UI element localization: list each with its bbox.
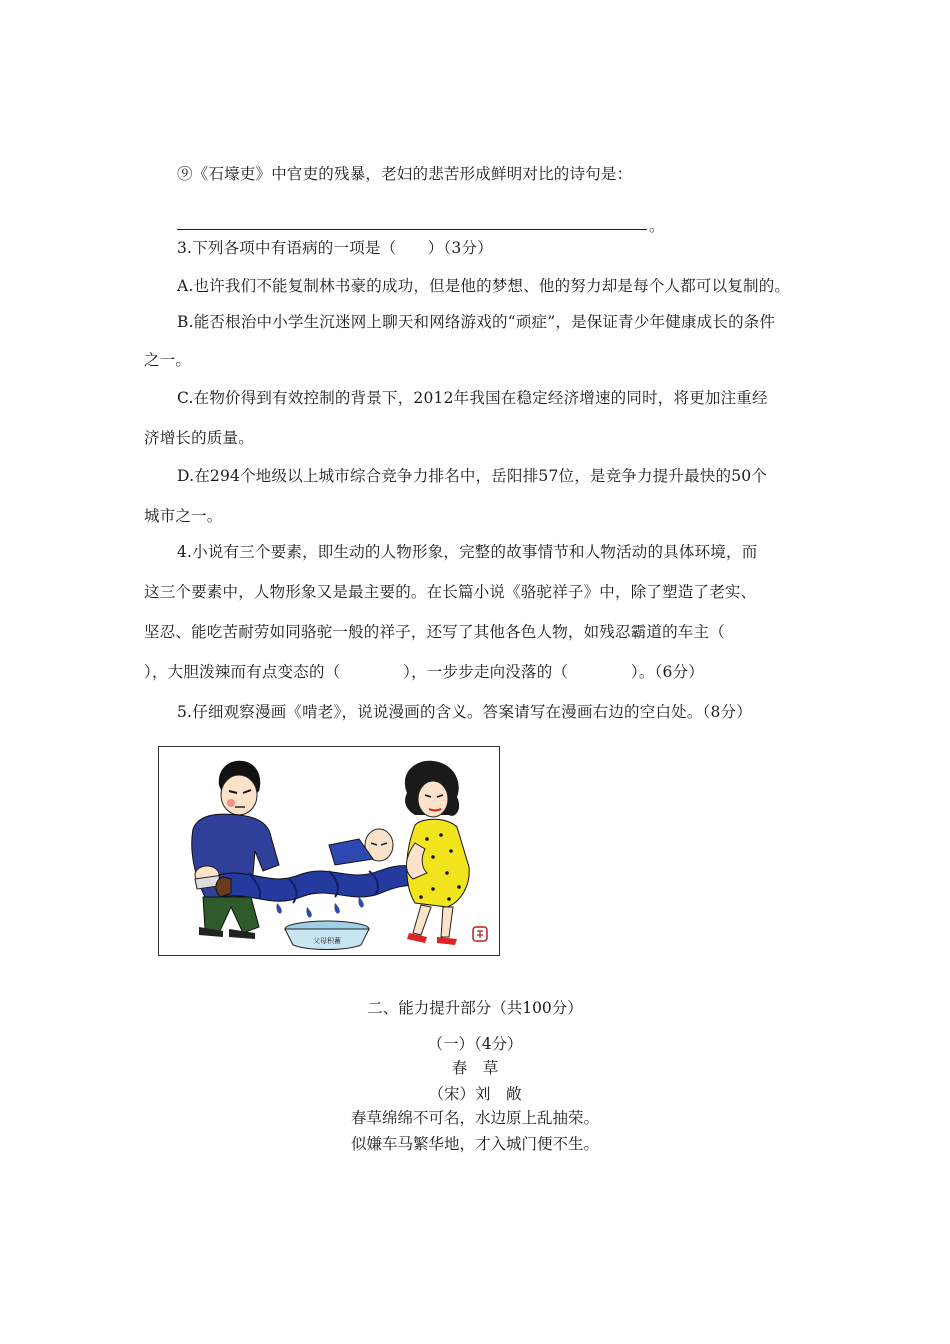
- question-3-option-d-line1: D.在294个地级以上城市综合竞争力排名中，岳阳排57位，是竞争力提升最快的50个: [177, 467, 768, 485]
- question-2-item-9: ⑨《石壕吏》中官吏的残暴，老妇的悲苦形成鲜明对比的诗句是：: [177, 165, 633, 183]
- question-4-line2: 这三个要素中，人物形象又是最主要的。在长篇小说《骆驼祥子》中，除了塑造了老实、: [144, 583, 757, 601]
- basin-label: 父母积蓄: [313, 938, 341, 945]
- question-4-line1: 4.小说有三个要素，即生动的人物形象，完整的故事情节和人物活动的具体环境，而: [177, 543, 758, 561]
- cartoon-man: [192, 761, 279, 939]
- cartoon-artist-seal: [473, 927, 487, 941]
- question-3-option-b-line1: B.能否根治中小学生沉迷网上聊天和网络游戏的“顽症”，是保证青少年健康成长的条件: [177, 313, 776, 331]
- question-3-option-c-line1: C.在物价得到有效控制的背景下，2012年我国在稳定经济增速的同时，将更加注重经: [177, 389, 768, 407]
- poem-line-2: 似嫌车马繁华地，才入城门便不生。: [350, 1135, 599, 1153]
- question-3-stem: 3.下列各项中有语病的一项是（ ）（3分）: [177, 239, 493, 257]
- question-3-option-b-line2: 之一。: [144, 351, 192, 369]
- question-3-option-c-line2: 济增长的质量。: [144, 429, 254, 447]
- poem-author: （宋）刘 敞: [428, 1085, 522, 1103]
- question-5-stem: 5.仔细观察漫画《啃老》，说说漫画的含义。答案请写在漫画右边的空白处。（8分）: [177, 703, 752, 721]
- question-4-line3: 坚忍、能吃苦耐劳如同骆驼一般的祥子，还写了其他各色人物，如残忍霸道的车主（: [144, 623, 725, 641]
- cartoon-basin: [285, 921, 369, 950]
- answer-blank-period: 。: [649, 217, 665, 235]
- question-3-option-a: A.也许我们不能复制林书豪的成功，但是他的梦想、他的努力却是每个人都可以复制的。: [177, 277, 791, 295]
- cartoon-illustration: [159, 747, 499, 954]
- cartoon-kenlao: [158, 746, 500, 956]
- answer-blank-row: [177, 212, 667, 235]
- question-4-line4: ），大胆泼辣而有点变态的（ ），一步步走向没落的（ ）。（6分）: [144, 663, 704, 681]
- answer-blank-line[interactable]: [177, 229, 647, 230]
- cartoon-woman: [405, 761, 469, 945]
- poem-title: 春 草: [451, 1059, 499, 1077]
- section-2-heading: 二、能力提升部分（共100分）: [367, 999, 583, 1017]
- section-2-sub-heading: （一）（4分）: [427, 1035, 523, 1053]
- poem-line-1: 春草绵绵不可名，水边原上乱抽荣。: [350, 1109, 599, 1127]
- question-3-option-d-line2: 城市之一。: [144, 507, 223, 525]
